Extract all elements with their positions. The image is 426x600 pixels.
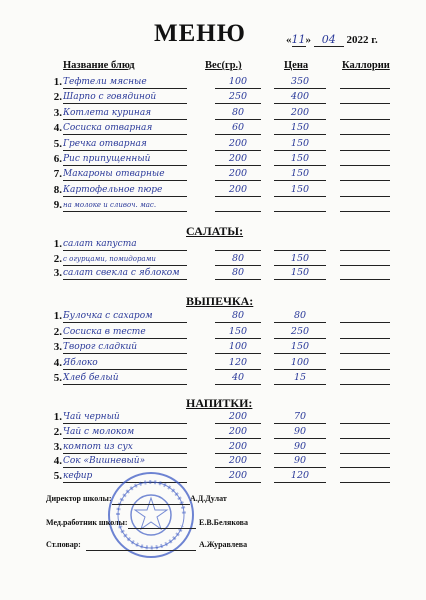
item-weight: 200: [215, 184, 261, 197]
signature-role-director: Директор школы:: [46, 494, 112, 503]
item-weight: 200: [215, 441, 261, 454]
item-weight: 250: [215, 91, 261, 104]
item-number: 5.: [53, 470, 62, 483]
signature-name-director: А.Д.Дулат: [190, 494, 227, 503]
item-name: Сосиска отварная: [63, 122, 187, 135]
item-name: Шарпо с говядиной: [63, 91, 187, 104]
round-seal-icon: [106, 470, 196, 560]
bakery-title: ВЫПЕЧКА:: [186, 294, 254, 308]
column-header-price: Цена: [284, 60, 309, 71]
item-weight: 200: [215, 153, 261, 166]
date-month: 04: [314, 33, 344, 47]
menu-row: [0, 470, 426, 483]
menu-row: [0, 76, 426, 89]
item-calories: [340, 253, 390, 266]
item-name: Тефтели мясные: [63, 76, 187, 89]
item-weight: 150: [215, 326, 261, 339]
item-number: 6.: [53, 153, 62, 165]
item-name: Чай с молоком: [63, 426, 187, 439]
item-calories: [340, 238, 390, 251]
column-header-weight: Вес(гр.): [205, 60, 242, 71]
item-name: Творог сладкий: [63, 341, 187, 354]
column-header-calories: Каллории: [342, 60, 390, 71]
item-name: Картофельное пюре: [63, 184, 187, 197]
menu-row: [0, 238, 426, 251]
item-calories: [340, 411, 390, 424]
item-weight: 80: [215, 107, 261, 120]
item-name: с огурцами, помидорами: [63, 253, 187, 266]
item-price: 150: [274, 253, 326, 266]
item-number: 2.: [53, 425, 62, 438]
item-number: 3.: [53, 440, 62, 453]
item-weight: 60: [215, 122, 261, 135]
item-calories: [340, 455, 390, 468]
item-name: Макароны отварные: [63, 168, 187, 181]
item-name: на молоке и сливоч. мас.: [63, 199, 187, 212]
page-title: МЕНЮ: [154, 20, 246, 47]
item-price: 150: [274, 168, 326, 181]
item-number: 3.: [53, 106, 62, 119]
menu-row: [0, 122, 426, 135]
column-header-name: Название блюд: [63, 60, 135, 71]
item-name: Сосиска в тесте: [63, 326, 187, 339]
menu-row: [0, 91, 426, 104]
item-calories: [340, 326, 390, 339]
item-price: 90: [274, 441, 326, 454]
item-calories: [340, 76, 390, 89]
date-year: 2022 г.: [346, 34, 378, 46]
menu-row: [0, 153, 426, 166]
item-price: 350: [274, 76, 326, 89]
menu-row: [0, 168, 426, 181]
menu-row: [0, 455, 426, 468]
item-calories: [340, 441, 390, 454]
item-price: 100: [274, 357, 326, 370]
item-calories: [340, 357, 390, 370]
signature-line-nurse: [128, 527, 196, 529]
salads-title: САЛАТЫ:: [186, 224, 244, 238]
item-number: 3.: [53, 341, 62, 353]
item-name: салат капуста: [63, 238, 187, 251]
item-calories: [340, 341, 390, 354]
item-weight: 80: [215, 267, 261, 280]
menu-row: [0, 310, 426, 323]
date-day: 11: [291, 33, 306, 46]
item-number: 9.: [53, 199, 62, 212]
date-mid: »: [305, 34, 311, 46]
item-name: кефир: [63, 470, 187, 483]
item-weight: [215, 199, 261, 212]
item-name: Гречка отварная: [63, 138, 187, 151]
item-name: Яблоко: [63, 357, 187, 370]
menu-row: [0, 326, 426, 339]
menu-row: [0, 107, 426, 120]
menu-row: [0, 372, 426, 385]
signature-role-nurse: Мед.работник школы:: [46, 518, 128, 527]
menu-row: [0, 441, 426, 454]
item-calories: [340, 470, 390, 483]
item-price: 150: [274, 138, 326, 151]
item-weight: 200: [215, 470, 261, 483]
item-weight: 200: [215, 455, 261, 468]
item-number: 1.: [53, 76, 62, 88]
item-number: 8.: [53, 183, 62, 196]
item-price: 400: [274, 91, 326, 104]
item-number: 1.: [53, 411, 62, 423]
menu-row: [0, 184, 426, 197]
item-price: 150: [274, 341, 326, 354]
menu-row: [0, 357, 426, 370]
item-number: 1.: [53, 238, 62, 250]
menu-row: [0, 199, 426, 212]
item-weight: 200: [215, 138, 261, 151]
item-calories: [340, 267, 390, 280]
item-price: 200: [274, 107, 326, 120]
item-calories: [340, 199, 390, 212]
item-price: 80: [274, 310, 326, 323]
item-price: [274, 238, 326, 251]
item-name: Котлета куриная: [63, 107, 187, 120]
item-name: Хлеб белый: [63, 372, 187, 385]
item-price: 120: [274, 470, 326, 483]
item-name: компот из сух: [63, 441, 187, 454]
item-calories: [340, 168, 390, 181]
item-price: 250: [274, 326, 326, 339]
item-price: 90: [274, 426, 326, 439]
item-price: 15: [274, 372, 326, 385]
item-weight: 120: [215, 357, 261, 370]
menu-row: [0, 411, 426, 424]
item-name: салат свекла с яблоком: [63, 267, 187, 280]
item-weight: 200: [215, 168, 261, 181]
item-calories: [340, 107, 390, 120]
item-price: 70: [274, 411, 326, 424]
item-weight: [215, 238, 261, 251]
signature-name-cook: А.Журавлева: [199, 540, 248, 549]
item-number: 4.: [53, 122, 62, 135]
item-price: 90: [274, 455, 326, 468]
signature-name-nurse: Е.В.Белякова: [199, 518, 248, 527]
drinks-title: НАПИТКИ:: [186, 396, 253, 410]
item-calories: [340, 310, 390, 323]
item-price: [274, 199, 326, 212]
item-number: 5.: [53, 137, 62, 150]
signature-line-director: [112, 503, 190, 505]
menu-row: [0, 426, 426, 439]
menu-date: [286, 33, 378, 47]
menu-row: [0, 138, 426, 151]
item-number: 2.: [53, 252, 62, 265]
menu-row: [0, 253, 426, 266]
item-number: 2.: [53, 91, 62, 104]
item-name: Сок «Вишневый»: [63, 455, 187, 468]
item-number: 3.: [53, 267, 62, 279]
menu-row: [0, 341, 426, 354]
item-weight: 80: [215, 253, 261, 266]
item-calories: [340, 426, 390, 439]
item-calories: [340, 122, 390, 135]
item-weight: 200: [215, 426, 261, 439]
item-number: 1.: [53, 310, 62, 322]
item-number: 4.: [53, 455, 62, 468]
item-weight: 100: [215, 341, 261, 354]
item-name: Рис припущенный: [63, 153, 187, 166]
item-number: 5.: [53, 372, 62, 384]
item-weight: 40: [215, 372, 261, 385]
item-number: 2.: [53, 325, 62, 338]
signature-line-cook: [86, 549, 196, 551]
item-calories: [340, 91, 390, 104]
item-calories: [340, 138, 390, 151]
item-weight: 200: [215, 411, 261, 424]
item-weight: 100: [215, 76, 261, 89]
date-open-quote: «: [286, 34, 292, 46]
item-weight: 80: [215, 310, 261, 323]
item-name: Чай черный: [63, 411, 187, 424]
item-price: 150: [274, 267, 326, 280]
item-number: 4.: [53, 356, 62, 369]
item-name: Булочка с сахаром: [63, 310, 187, 323]
signature-role-cook: Ст.повар:: [46, 540, 81, 549]
item-price: 150: [274, 184, 326, 197]
item-calories: [340, 184, 390, 197]
item-number: 7.: [53, 168, 62, 181]
item-price: 150: [274, 153, 326, 166]
menu-row: [0, 267, 426, 280]
item-calories: [340, 372, 390, 385]
item-calories: [340, 153, 390, 166]
item-price: 150: [274, 122, 326, 135]
